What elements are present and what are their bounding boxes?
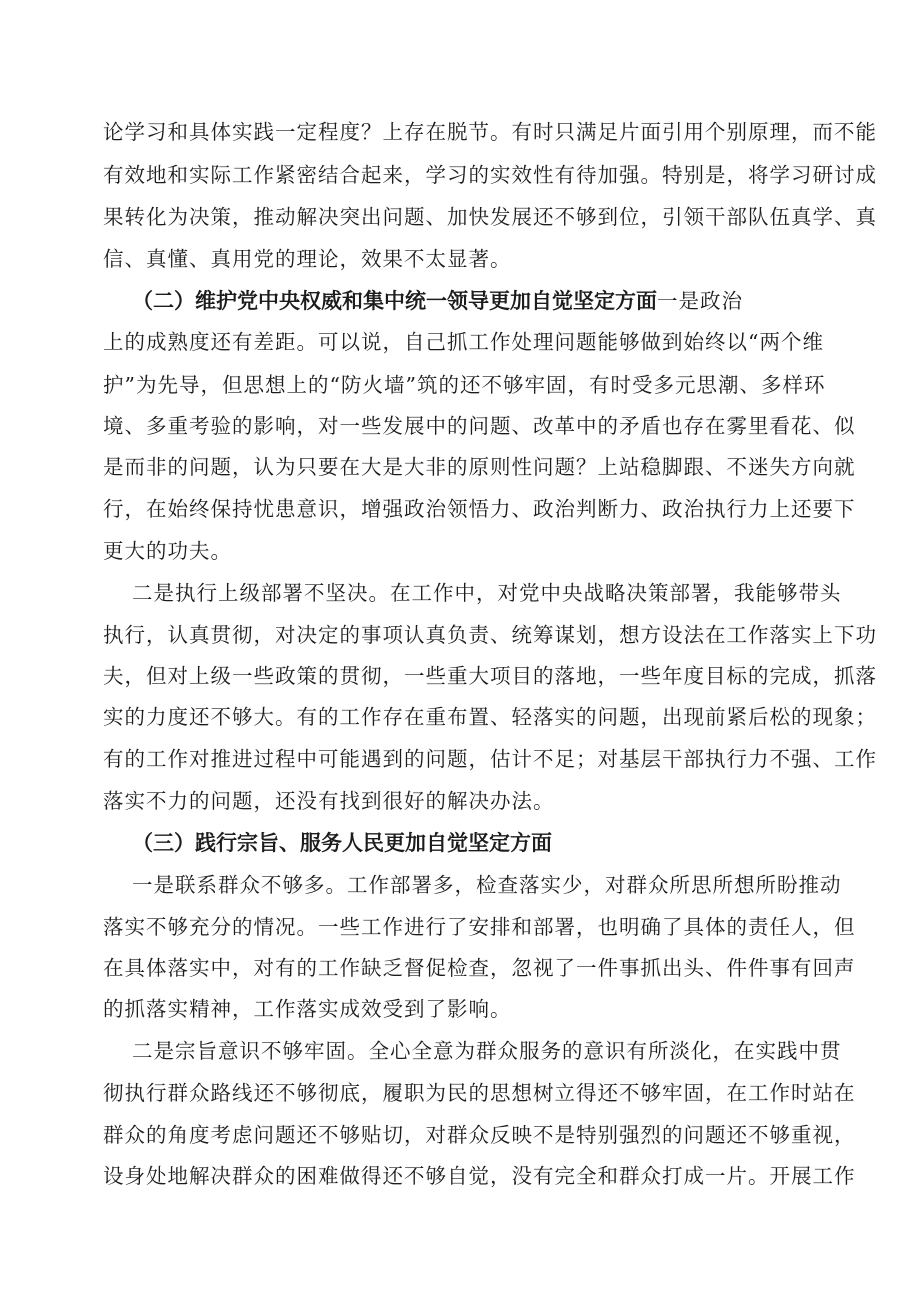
paragraph-line: 在具体落实中，对有的工作缺乏督促检查，忽视了一件事抓出头、件件事有回声 [103, 956, 856, 980]
section-heading-2-line [132, 286, 743, 316]
section-heading-3-line [132, 828, 552, 858]
paragraph-line: 境、多重考验的影响，对一些发展中的问题、改革中的矛盾也存在雾里看花、似 [103, 414, 856, 438]
paragraph-line: 信、真懂、真用党的理论，效果不太显著。 [103, 247, 512, 271]
section-heading-2: （二）维护党中央权威和集中统一领导更加自觉坚定方面 [132, 289, 657, 313]
paragraph-line: 执行，认真贯彻，对决定的事项认真负责、统筹谋划，想方设法在工作落实上下功 [103, 623, 877, 647]
paragraph-line: 果转化为决策，推动解决突出问题、加快发展还不够到位，引领干部队伍真学、真 [103, 205, 877, 229]
heading-2-tail-text: 一是政治 [657, 289, 743, 313]
section-heading-3: （三）践行宗旨、服务人民更加自觉坚定方面 [132, 831, 552, 855]
paragraph-line: 二是执行上级部署不坚决。在工作中，对党中央战略决策部署，我能够带头 [132, 581, 842, 605]
paragraph-line: 落实不力的问题，还没有找到很好的解决办法。 [103, 789, 555, 813]
paragraph-line: 是而非的问题，认为只要在大是大非的原则性问题？上站稳脚跟、不迷失方向就 [103, 455, 856, 479]
paragraph-line: 更大的功夫。 [103, 539, 232, 563]
paragraph-line: 有的工作对推进过程中可能遇到的问题，估计不足；对基层干部执行力不强、工作 [103, 747, 877, 771]
paragraph-line: 群众的角度考虑问题还不够贴切，对群众反映不是特别强烈的问题还不够重视， [103, 1123, 856, 1147]
paragraph-line: 上的成熟度还有差距。可以说，自己抓工作处理问题能够做到始终以“两个维 [103, 330, 824, 354]
paragraph-line: 护”为先导，但思想上的“防火墙”筑的还不够牢固，有时受多元思潮、多样环 [103, 373, 826, 397]
paragraph-line: 彻执行群众路线还不够彻底，履职为民的思想树立得还不够牢固，在工作时站在 [103, 1081, 856, 1105]
paragraph-line: 一是联系群众不够多。工作部署多，检查落实少，对群众所思所想所盼推动 [132, 873, 842, 897]
paragraph-line: 二是宗旨意识不够牢固。全心全意为群众服务的意识有所淡化，在实践中贯 [132, 1039, 842, 1063]
paragraph-line: 的抓落实精神，工作落实成效受到了影响。 [103, 997, 512, 1021]
paragraph-line: 有效地和实际工作紧密结合起来，学习的实效性有待加强。特别是，将学习研讨成 [103, 163, 877, 187]
paragraph-line: 夫，但对上级一些政策的贯彻，一些重大项目的落地，一些年度目标的完成，抓落 [103, 664, 877, 688]
paragraph-line: 落实不够充分的情况。一些工作进行了安排和部署，也明确了具体的责任人，但 [103, 915, 856, 939]
paragraph-line: 实的力度还不够大。有的工作存在重布置、轻落实的问题，出现前紧后松的现象； [103, 705, 877, 729]
paragraph-line: 行，在始终保持忧患意识，增强政治领悟力、政治判断力、政治执行力上还要下 [103, 497, 856, 521]
paragraph-line: 设身处地解决群众的困难做得还不够自觉，没有完全和群众打成一片。开展工作 [103, 1164, 856, 1188]
paragraph-line: 论学习和具体实践一定程度？上存在脱节。有时只满足片面引用个别原理，而不能 [103, 120, 877, 144]
